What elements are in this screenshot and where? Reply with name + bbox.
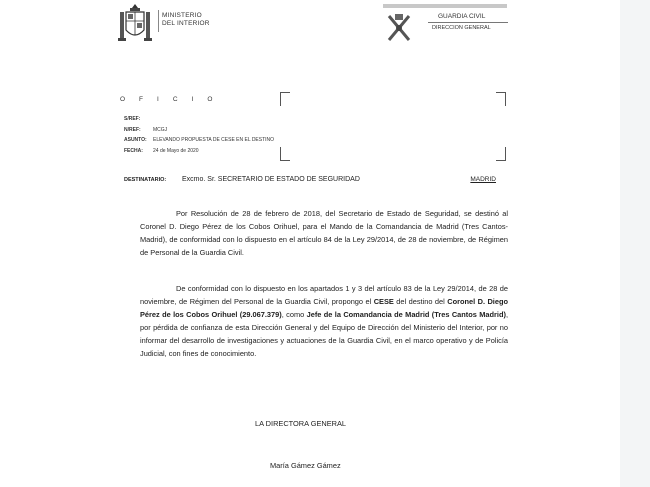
meta-row-fecha xyxy=(124,146,274,157)
address-window-corner xyxy=(280,92,290,106)
guardia-civil-bar xyxy=(383,4,507,8)
meta-value: 24 de Mayo de 2020 xyxy=(153,147,199,154)
body-paragraph-2 xyxy=(140,282,508,360)
ministry-divider xyxy=(158,10,159,32)
signer-title: LA DIRECTORA GENERAL xyxy=(255,419,347,428)
destinatario-city: MADRID xyxy=(470,176,496,183)
address-window-corner xyxy=(280,147,290,161)
guardia-civil-emblem-icon xyxy=(383,12,415,44)
meta-value: ELEVANDO PROPUESTA DE CESE EN EL DESTINO xyxy=(153,137,275,143)
meta-key: S/REF: xyxy=(124,116,141,122)
meta-row-nref xyxy=(124,125,274,136)
oficio-metadata xyxy=(124,114,274,156)
meta-row-sref xyxy=(124,114,274,125)
signer-name: María Gámez Gámez xyxy=(270,461,341,470)
p2-text: del destino del xyxy=(393,297,448,306)
p2-bold-coronel: Coronel D. Diego Pérez de los Cobos Orihuel (29.067.379) xyxy=(140,297,508,319)
destinatario-value: Excmo. Sr. SECRETARIO DE ESTADO DE SEGURIDAD xyxy=(182,176,360,183)
p2-text: , como xyxy=(281,310,307,319)
meta-key: ASUNTO: xyxy=(124,137,147,143)
meta-key: FECHA: xyxy=(124,147,143,154)
guardia-civil-title xyxy=(428,13,508,32)
oficio-title: OFICIO xyxy=(120,96,227,103)
address-window-corner xyxy=(496,92,506,106)
ministry-name xyxy=(162,12,210,28)
destinatario-label: DESTINATARIO: xyxy=(124,177,167,183)
meta-key: N/REF: xyxy=(124,126,141,133)
guardia-civil-line2: DIRECCION GENERAL xyxy=(432,25,491,31)
p2-bold-cese: CESE xyxy=(373,297,394,306)
p2-text: De conformidad con lo dispuesto en los apartados 1 y 3 del artículo 83 de la Ley 29/2014, de 28 de noviembre, de Régimen del Personal de la Guardia Civil, propongo el xyxy=(140,284,508,306)
address-window-corner xyxy=(496,147,506,161)
guardia-civil-line1: GUARDIA CIVIL xyxy=(428,13,508,23)
destinatario-row xyxy=(124,176,496,183)
page-margin-strip xyxy=(620,0,650,487)
ministry-line1: MINISTERIO xyxy=(162,12,202,19)
p2-bold-jefe: Jefe de la Comandancia de Madrid (Tres Cantos Madrid) xyxy=(306,310,506,319)
ministry-line2: DEL INTERIOR xyxy=(162,20,210,27)
meta-value: MCGJ xyxy=(153,126,168,133)
meta-row-asunto xyxy=(124,135,274,146)
body-paragraph-1: Por Resolución de 28 de febrero de 2018, del Secretario de Estado de Seguridad, se destinó al Coronel D. Diego Pérez de los Cobos Orihuel, para el Mando de la Comandancia de Madrid (Tres Cantos-Madrid), de conformidad con lo dispuesto en el artículo 84 de la Ley 29/2014, de 28 de noviembre, de Régimen de Personal de la Guardia Civil. xyxy=(140,209,508,257)
p2-text: , por pérdida de confianza de esta Dirección General y del Equipo de Dirección del Ministerio del Interior, por no informar del desarrollo de investigaciones y actuaciones de la Guardia Civil, en el marco operativo y de Policía Judicial, con fines de conocimiento. xyxy=(140,310,508,358)
coat-of-arms-icon xyxy=(116,2,154,44)
